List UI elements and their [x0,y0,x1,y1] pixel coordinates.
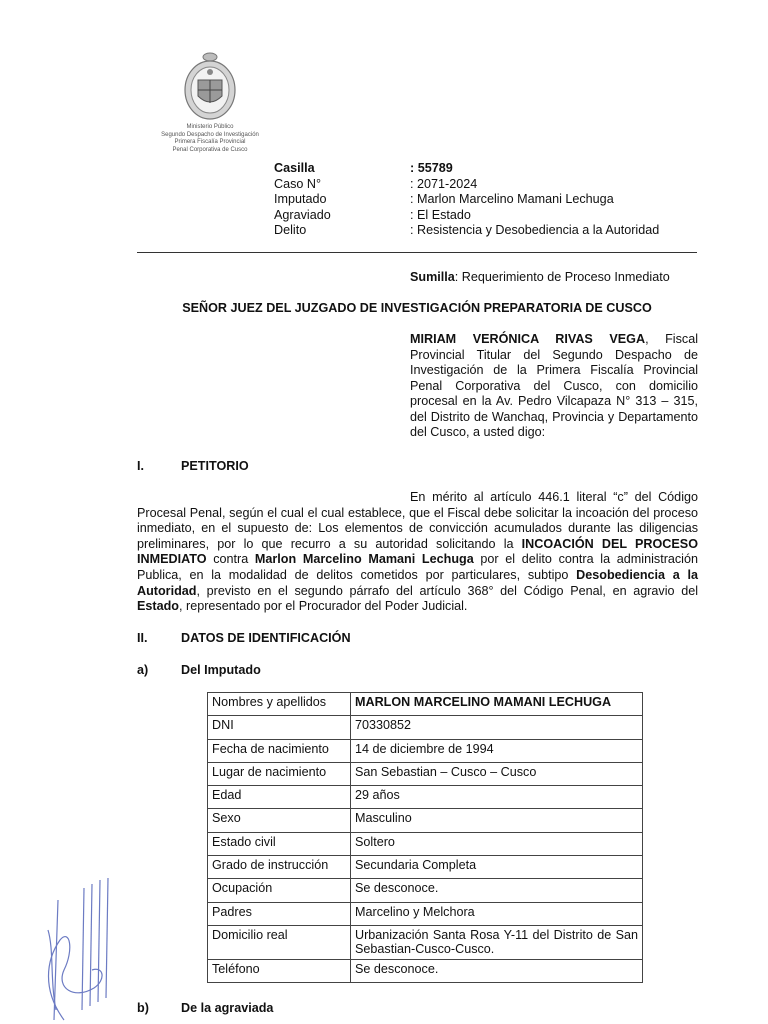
header-row-imputado [274,192,659,208]
petitorio-paragraph [137,490,698,615]
sumilla-text: : Requerimiento de Proceso Inmediato [454,270,670,284]
subsection-letter: a) [137,663,149,677]
header-row-caso [274,177,659,193]
section-title: DATOS DE IDENTIFICACIÓN [181,631,351,645]
table-row [208,693,643,716]
table-value: 14 de diciembre de 1994 [351,739,643,762]
petitorio-bold: Estado [137,599,179,614]
table-label: Ocupación [208,879,351,902]
signature-stamp-icon [34,870,124,1024]
addressee-heading: SEÑOR JUEZ DEL JUZGADO DE INVESTIGACIÓN PREPARATORIA DE CUSCO [182,301,652,315]
table-value: San Sebastian – Cusco – Cusco [351,762,643,785]
table-value: Urbanización Santa Rosa Y-11 del Distrito de San Sebastian-Cusco-Cusco. [351,925,643,959]
header-value: : 55789 [410,161,453,175]
petitorio-bold: Marlon Marcelino Mamani Lechuga [254,552,474,567]
header-label: Delito [274,223,307,237]
header-value: : El Estado [410,207,471,222]
header-row-casilla [274,161,659,177]
table-label: Nombres y apellidos [208,693,351,716]
table-row [208,762,643,785]
table-value: Soltero [351,832,643,855]
table-label: Padres [208,902,351,925]
table-row [208,786,643,809]
table-row [208,739,643,762]
table-label: Sexo [208,809,351,832]
table-value: 29 años [351,786,643,809]
table-value: Masculino [351,809,643,832]
table-row [208,856,643,879]
fiscal-intro [410,332,698,441]
subsection-letter: b) [137,1001,149,1015]
table-row [208,716,643,739]
section-number: I. [137,459,144,473]
coat-of-arms-icon [181,50,239,122]
institution-line: Primera Fiscalía Provincial [174,139,246,146]
petitorio-text: , previsto en el segundo párrafo del artículo 368° del Código Penal, en agravio del [196,583,698,598]
petitorio-bold: Desobediencia a la Autoridad [137,567,698,598]
table-label: Grado de instrucción [208,856,351,879]
subsection-agraviada-heading [137,1000,437,1016]
petitorio-text: contra [206,552,255,567]
table-row [208,959,643,982]
table-label: Lugar de nacimiento [208,762,351,785]
table-value: 70330852 [351,716,643,739]
section-title: PETITORIO [181,459,249,473]
institution-line: Ministerio Público [186,124,234,130]
subsection-imputado-heading [137,662,437,678]
table-value: Se desconoce. [351,959,643,982]
table-value: Se desconoce. [351,879,643,902]
table-value: MARLON MARCELINO MAMANI LECHUGA [351,693,643,716]
petitorio-text: En mérito al artículo 446.1 literal “c” del Código Procesal Penal, según el cual el cual establece, que el Fiscal debe solicitar la incoación del proceso inmediato, en el supuesto de: Los elementos de convicción acumulados durante las diligencias preliminares, por lo que recurro a su autoridad solicitando la [137,490,698,551]
table-row [208,809,643,832]
table-value: Marcelino y Melchora [351,902,643,925]
table-label: Estado civil [208,832,351,855]
table-label: Domicilio real [208,925,351,959]
institution-line: Segundo Despacho de Investigación [161,131,259,138]
table-row [208,832,643,855]
header-value: : 2071-2024 [410,176,478,191]
header-label: Imputado [274,192,327,206]
table-label: Teléfono [208,959,351,982]
sumilla [410,270,670,284]
table-row [208,879,643,902]
institution-block [136,124,284,154]
header-label: Agraviado [274,207,331,222]
header-value: : Resistencia y Desobediencia a la Autoridad [410,223,660,237]
header-label: Casilla [274,161,315,175]
header-value: : Marlon Marcelino Mamani Lechuga [410,192,614,206]
subsection-title: De la agraviada [181,1001,274,1015]
header-label: Caso N° [274,176,322,191]
header-row-delito [274,223,659,239]
fiscal-name: MIRIAM VERÓNICA RIVAS VEGA [410,332,646,346]
imputado-table [207,692,643,983]
table-label: DNI [208,716,351,739]
table-label: Fecha de nacimiento [208,739,351,762]
table-row [208,902,643,925]
petitorio-bold: INCOACIÓN DEL PROCESO INMEDIATO [137,536,698,567]
case-header [274,161,659,239]
table-label: Edad [208,786,351,809]
table-value: Secundaria Completa [351,856,643,879]
section-number: II. [137,631,148,645]
table-row [208,925,643,959]
petitorio-text: por el delito contra la administración Publica, en la modalidad de delitos cometidos por particulares, subtipo [137,552,698,582]
header-divider [137,252,697,253]
section-datos-heading [137,630,537,646]
subsection-title: Del Imputado [181,663,261,677]
section-petitorio-heading [137,458,437,474]
petitorio-text: , representado por el Procurador del Poder Judicial. [179,599,468,614]
sumilla-label: Sumilla [410,270,455,284]
fiscal-text: , Fiscal Provincial Titular del Segundo Despacho de Investigación de la Primera Fiscalía Provincial Penal Corporativa del Cusco, con domicilio procesal en la Av. Pedro Vilcapaza N° 313 – 315, del Distrito de Wanchaq, Provincia y Departamento del Cusco, a usted digo: [410,332,698,439]
institution-line: Penal Corporativa de Cusco [172,146,248,153]
header-row-agraviado [274,208,659,224]
